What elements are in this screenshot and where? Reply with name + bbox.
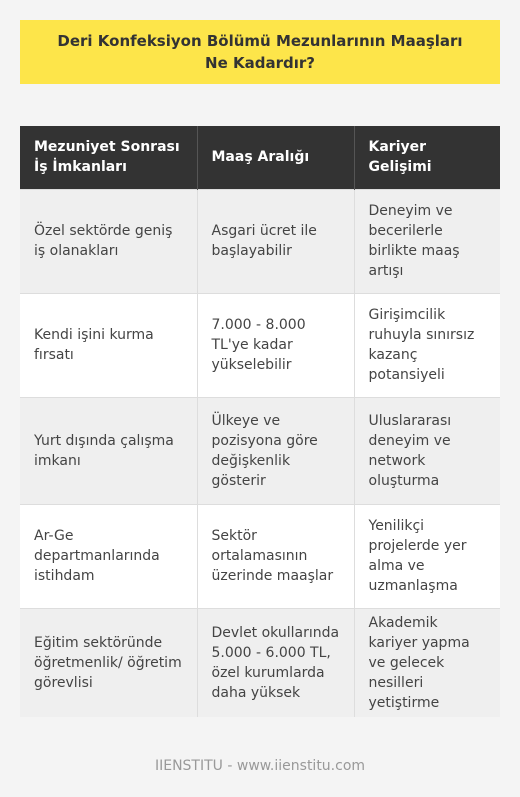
header-salary-range: Maaş Aralığı (197, 126, 354, 189)
table-row (20, 608, 500, 717)
table-row (20, 189, 500, 293)
table-row (20, 504, 500, 608)
table-cell: Ar-Ge departmanlarında istihdam (20, 504, 197, 608)
table-cell: Asgari ücret ile başlayabilir (197, 189, 354, 293)
table-cell: Özel sektörde geniş iş olanakları (20, 189, 197, 293)
table-cell: Deneyim ve becerilerle birlikte maaş artışı (354, 189, 500, 293)
header-career-development: Kariyer Gelişimi (354, 126, 500, 189)
table-cell: Ülkeye ve pozisyona göre değişkenlik gösterir (197, 397, 354, 504)
table-cell: Kendi işini kurma fırsatı (20, 293, 197, 397)
footer-credit: IIENSTITU - www.iienstitu.com (154, 758, 366, 774)
table-row (20, 293, 500, 397)
table-cell: Girişimcilik ruhuyla sınırsız kazanç potansiyeli (354, 293, 500, 397)
table-cell: Eğitim sektöründe öğretmenlik/ öğretim görevlisi (20, 608, 197, 717)
header-job-opportunities: Mezuniyet Sonrası İş İmkanları (20, 126, 197, 189)
table-cell: Uluslararası deneyim ve network oluşturma (354, 397, 500, 504)
table-cell: 7.000 - 8.000 TL'ye kadar yükselebilir (197, 293, 354, 397)
salary-table (20, 126, 500, 717)
table-row (20, 397, 500, 504)
table-cell: Sektör ortalamasının üzerinde maaşlar (197, 504, 354, 608)
table-header-row (20, 126, 500, 189)
table-cell: Yurt dışında çalışma imkanı (20, 397, 197, 504)
table-cell: Devlet okullarında 5.000 - 6.000 TL, özel kurumlarda daha yüksek (197, 608, 354, 717)
table-cell: Akademik kariyer yapma ve gelecek nesilleri yetiştirme (354, 608, 500, 717)
table-cell: Yenilikçi projelerde yer alma ve uzmanlaşma (354, 504, 500, 608)
title-banner (20, 20, 500, 84)
page-title: Deri Konfeksiyon Bölümü Mezunlarının Maaşları Ne Kadardır? (57, 32, 463, 72)
